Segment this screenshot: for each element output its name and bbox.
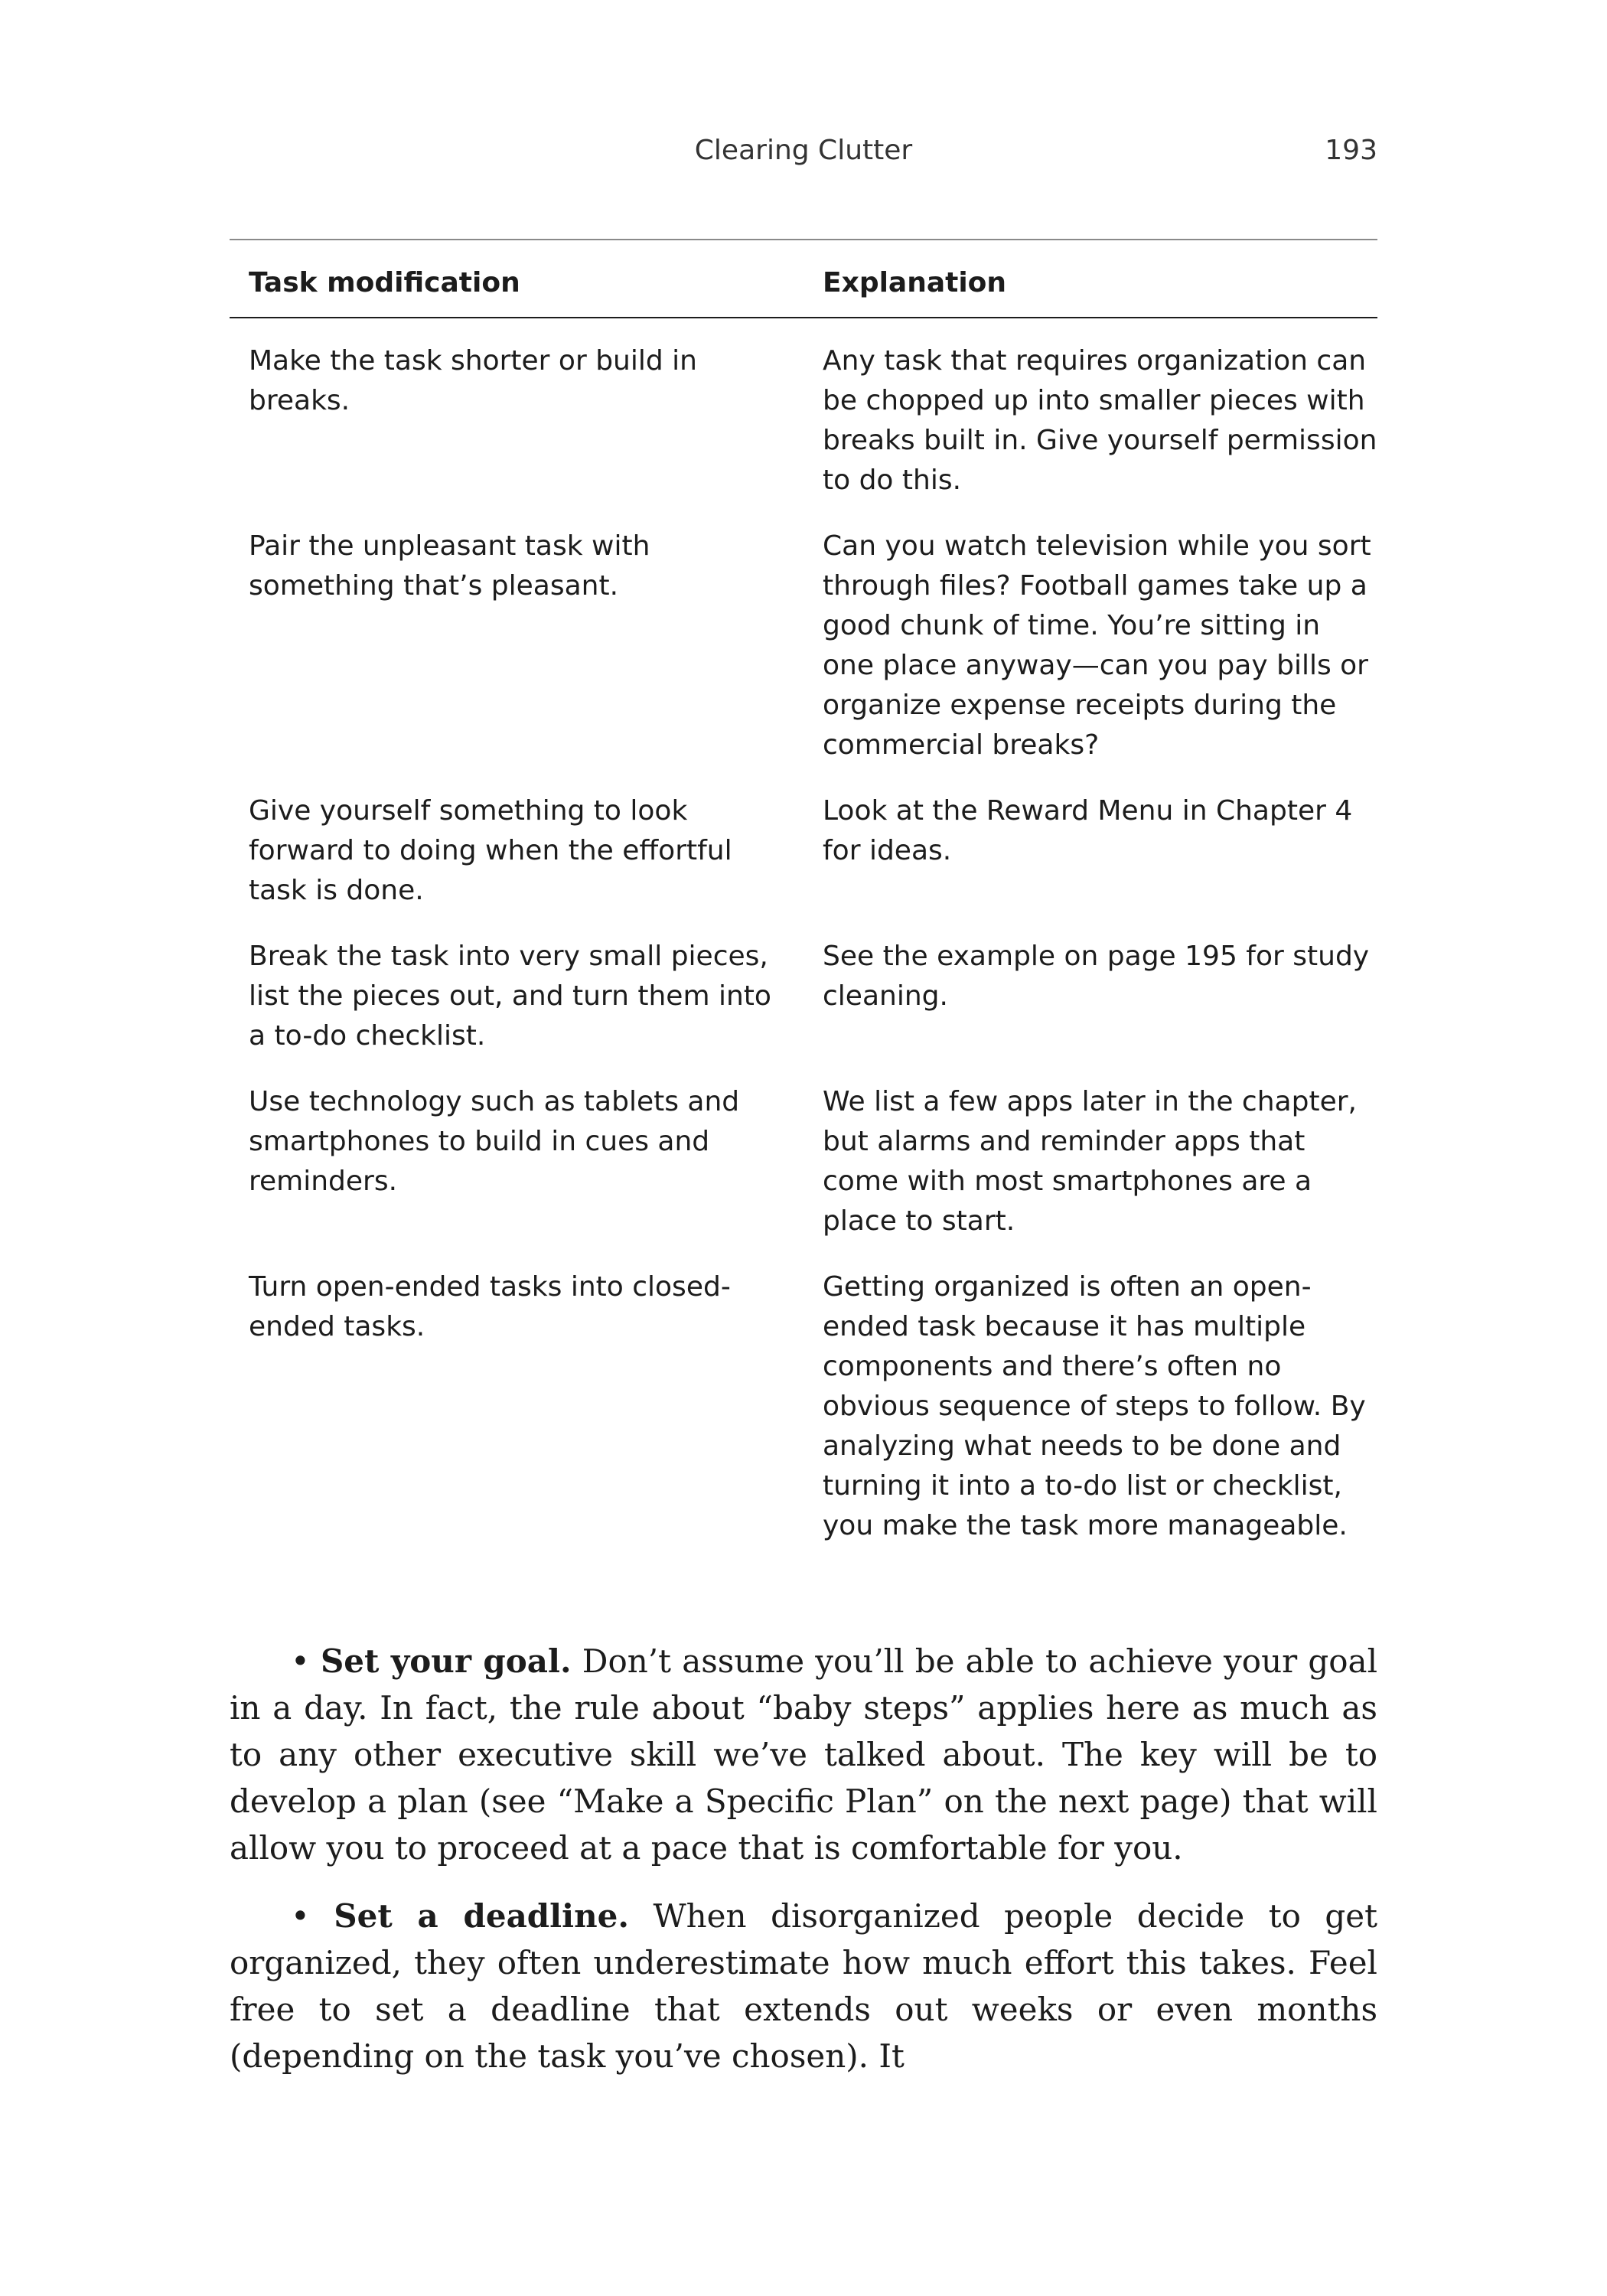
page-number: 193 [1325, 135, 1377, 166]
bullet-icon: • [291, 1642, 321, 1680]
table [230, 239, 1377, 1572]
bullet-icon: • [291, 1897, 334, 1935]
task-cell: Break the task into very small pieces, list the pieces out, and turn them into a to-do checklist. [249, 941, 771, 1052]
explanation-cell: Getting organized is often an open-ended task because it has multiple components and there’s often no obvious sequence of steps to follow. By analyzing what needs to be done and turning it into a to-do list or checklist, you make the task more manageable. [823, 1271, 1366, 1541]
explanation-cell: Look at the Reward Menu in Chapter 4 for ideas. [823, 795, 1353, 866]
explanation-cell: We list a few apps later in the chapter, but alarms and reminder apps that come with most smartphones are a place to start. [823, 1086, 1357, 1237]
task-modification-table [230, 239, 1377, 1572]
column-header-explanation: Explanation [804, 240, 1377, 318]
table-row [230, 791, 1377, 937]
table-row [230, 1267, 1377, 1572]
table-header-row [230, 240, 1377, 318]
task-cell: Turn open-ended tasks into closed-ended tasks. [249, 1271, 731, 1342]
task-cell: Give yourself something to look forward to doing when the effortful task is done. [249, 795, 732, 906]
table-row [230, 937, 1377, 1082]
bullet-paragraph [230, 1638, 1377, 1871]
page-header [230, 135, 1377, 173]
table-header [230, 240, 1377, 318]
bullet-text: Don’t assume you’ll be able to achieve your goal in a day. In fact, the rule about “baby steps” applies here as much as to any other executive skill we’ve talked about. The key will be to develop a plan (see “Make a Specific Plan” on the next page) that will allow you to proceed at a pace that is comfortable for you. [230, 1642, 1378, 1867]
running-head: Clearing Clutter [694, 135, 913, 166]
table-row [230, 318, 1377, 527]
task-cell: Use technology such as tablets and smartphones to build in cues and reminders. [249, 1086, 740, 1197]
body-text [230, 1638, 1377, 2101]
explanation-cell: Can you watch television while you sort through files? Football games take up a good chunk of time. You’re sitting in one place anyway—can you pay bills or organize expense receipts during the commercial breaks? [823, 530, 1371, 761]
table-body [230, 318, 1377, 1572]
table-row [230, 527, 1377, 791]
bullet-lead: Set a deadline. [334, 1897, 629, 1935]
bullet-text: When disorganized people decide to get organized, they often underestimate how much effort this takes. Feel free to set a deadline that extends out weeks or even months (depending on the task you’ve chosen). It [230, 1897, 1378, 2075]
task-cell: Pair the unpleasant task with something that’s pleasant. [249, 530, 650, 602]
explanation-cell: Any task that requires organization can be chopped up into smaller pieces with breaks built in. Give yourself permission to do this. [823, 345, 1377, 496]
column-header-task-modification: Task modification [230, 240, 804, 318]
bullet-lead: Set your goal. [320, 1642, 572, 1680]
explanation-cell: See the example on page 195 for study cleaning. [823, 941, 1370, 1012]
table-row [230, 1082, 1377, 1267]
task-cell: Make the task shorter or build in breaks. [249, 345, 697, 416]
bullet-paragraph [230, 1893, 1377, 2079]
